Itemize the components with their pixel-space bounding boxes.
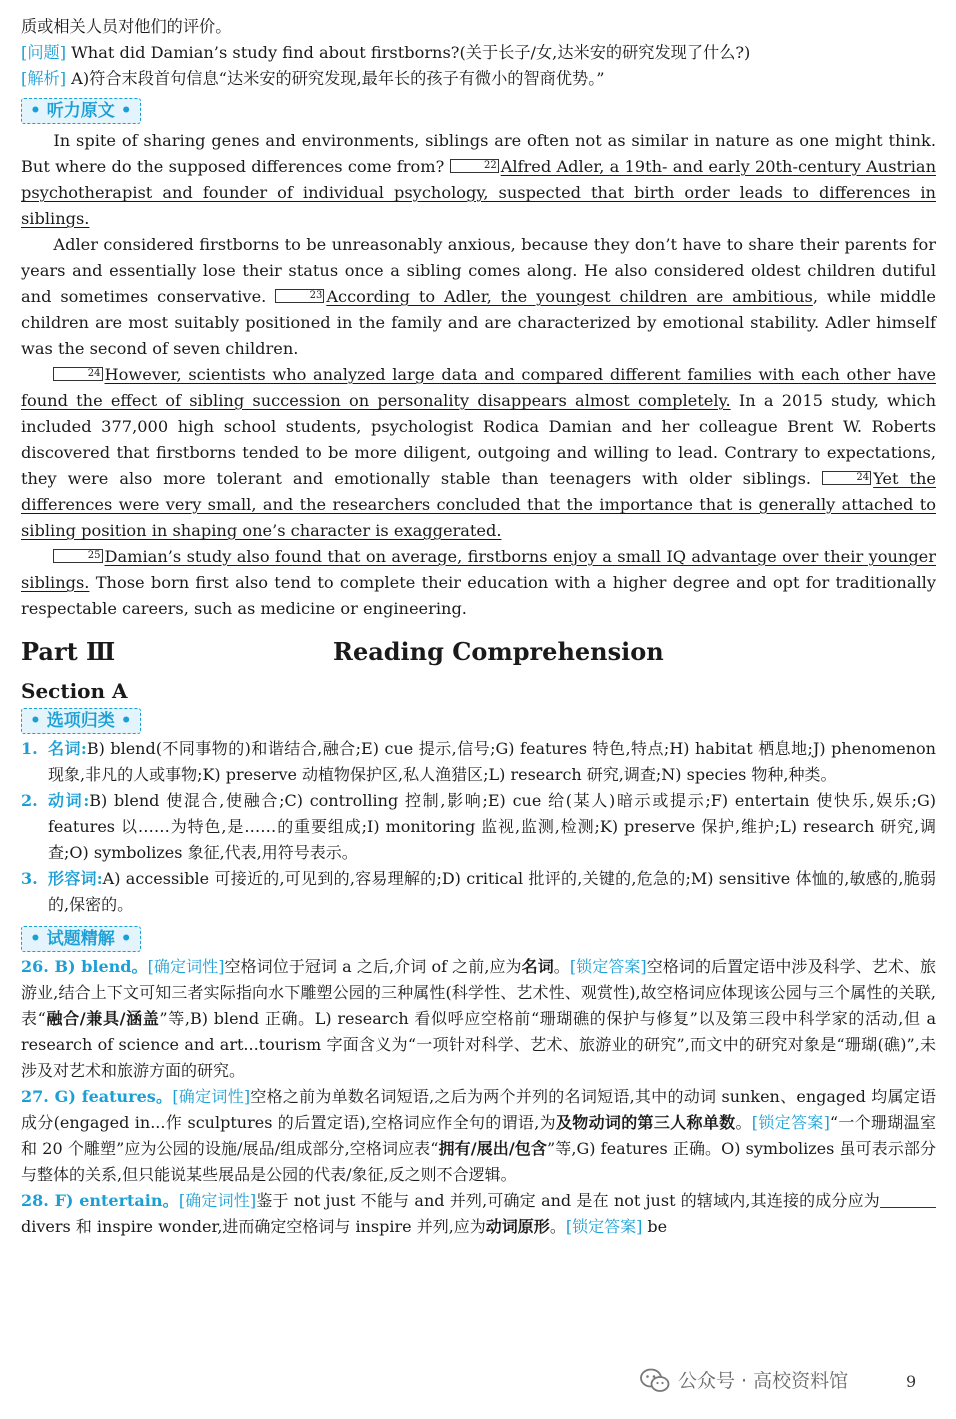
answer-text: be: [642, 1217, 668, 1236]
p4-underlined: Damian’s study also found that on average, firstborns enjoy a small IQ advantage over their younger siblings.: [21, 547, 936, 592]
watermark: [640, 1364, 940, 1398]
item-number: 1.: [21, 739, 38, 758]
item-text: B) blend 使混合,使融合;C) controlling 控制,影响;E) cue 给(某人)暗示或提示;F) entertain 使快乐,娱乐;G) features 以……为特色,是……的重要组成;I) monitoring 监视,监测,检测;K) preserve 保护,维护;L) research 研究,调查;O) symbolizes 象征,代表,用符号表示。: [48, 791, 936, 862]
answer-tag: [确定词性]: [172, 1087, 251, 1106]
classification-badge: • 选项归类 •: [21, 708, 141, 734]
item-label: 名词:: [48, 739, 87, 758]
answer-tag: [锁定答案]: [751, 1113, 830, 1132]
answer-text: divers 和 inspire wonder,进而确定空格词与 inspire 并列,应为: [21, 1217, 486, 1236]
p1-underlined: Alfred Adler, a 19th- and early 20th-century Austrian psychotherapist and founder of individual psychology, suspected that birth order leads to differences in siblings.: [21, 157, 936, 228]
question-number-marker: 24: [53, 367, 102, 381]
analysis-text: A)符合末段首句信息“达米安的研究发现,最年长的孩子有微小的智商优势。”: [66, 69, 605, 88]
answer-text: 鉴于 not just 不能与 and 并列,可确定 and 是在 not just 的辖域内,其连接的成分应为: [256, 1191, 880, 1210]
section-title: Section A: [21, 679, 128, 703]
answer-26: [21, 954, 936, 1084]
listening-paragraph-1: [21, 128, 936, 232]
intro-line: 质或相关人员对他们的评价。: [21, 17, 232, 36]
answer-bold: 融合/兼具/涵盖: [45, 1009, 160, 1028]
p4-text: Those born first also tend to complete their education with a higher degree and opt for traditionally respectable careers, such as medicine or engineering.: [21, 573, 936, 618]
answer-lead: 27. G) features。: [21, 1087, 173, 1106]
p3-underlined-2: Yet the differences were very small, and the researchers concluded that the importance that is generally attached to sibling position in shaping one’s character is exaggerated.: [21, 469, 936, 540]
answers-badge: • 试题精解 •: [21, 926, 141, 952]
analysis-line: [21, 66, 936, 92]
answer-bold: 及物动词的第三人称单数: [555, 1113, 736, 1132]
wechat-icon: [640, 1368, 670, 1394]
p3-text: In a 2015 study, which included 377,000 high school students, psychologist Rodica Damian and her colleague Brent W. Roberts discovered that firstborns tended to be more diligent, outgoing and willing to lead. Contrary to expectations, they were also more tolerant and emotionally stable than teenagers with older siblings.: [21, 391, 936, 488]
classification-item: [21, 788, 936, 866]
p1-text: In spite of sharing genes and environments, siblings are often not as similar in nature as one might think. But where do the supposed differences come from?: [21, 131, 936, 176]
answer-28: [21, 1188, 936, 1240]
part-heading: [21, 630, 936, 674]
answer-bold: 动词原形: [485, 1217, 550, 1236]
watermark-text: 公众号 · 高校资料馆: [678, 1370, 849, 1392]
p2-underlined: According to Adler, the youngest children are ambitious: [326, 287, 813, 306]
answer-text: “一个珊瑚温室和 20 个雕塑”应为公园的设施/展品/组成部分,空格词应表“: [21, 1113, 936, 1158]
listening-badge: • 听力原文 •: [21, 98, 141, 124]
answer-bold: 拥有/展出/包含: [438, 1139, 548, 1158]
question-line: [21, 40, 936, 66]
answer-27: [21, 1084, 936, 1188]
document-page: [21, 14, 936, 1240]
answer-text: 。: [549, 1217, 566, 1236]
item-text: A) accessible 可接近的,可见到的,容易理解的;D) critical 批评的,关键的,危急的;M) sensitive 体恤的,敏感的,脆弱的,保密的。: [48, 869, 936, 914]
answer-text: 空格词的后置定语中涉及科学、艺术、旅游业,结合上下文可知三者实际指向水下雕塑公园的三种属性(科学性、艺术性、观赏性),故空格词应体现该公园与三个属性的关联,表“: [21, 957, 936, 1028]
answer-lead: 26. B) blend。: [21, 957, 148, 976]
answer-text: 。: [553, 957, 570, 976]
p3-underlined: However, scientists who analyzed large data and compared different families with each other have found the effect of sibling succession on personality disappears almost completely.: [21, 365, 936, 410]
answer-tag: [确定词性]: [147, 957, 225, 976]
item-text: B) blend(不同事物的)和谐结合,融合;E) cue 提示,信号;G) features 特色,特点;H) habitat 栖息地;J) phenomenon 现象,非凡的人或事物;K) preserve 动植物保护区,私人渔猎区;L) research 研究,调查;N) species 物种,种类。: [48, 739, 936, 784]
item-number: 2.: [21, 791, 38, 810]
answer-bold: 名词: [521, 957, 554, 976]
listening-paragraph-3: [21, 362, 936, 544]
answer-tag: [锁定答案]: [569, 957, 647, 976]
listening-paragraph-4: [21, 544, 936, 622]
answer-tag: [锁定答案]: [565, 1217, 643, 1236]
classification-item: [21, 866, 936, 918]
listening-paragraph-2: [21, 232, 936, 362]
answer-text: 。: [735, 1113, 752, 1132]
item-number: 3.: [21, 869, 38, 888]
part-number: Part Ⅲ: [21, 637, 116, 666]
question-number-marker: 25: [53, 549, 102, 563]
answer-text: 空格之前为单数名词短语,之后为两个并列的名词短语,其中的动词 sunken、engaged 均属定语成分(engaged in...作 sculptures 的后置定语),空格词应作全句的谓语,为: [21, 1087, 936, 1132]
item-label: 动词:: [48, 791, 90, 810]
question-tag: [问题]: [21, 43, 67, 62]
answer-blank: [880, 1193, 936, 1208]
answer-text: 空格词位于冠词 a 之后,介词 of 之前,应为: [224, 957, 522, 976]
p2-text-end: , while middle children are most suitably positioned in the family and are characterized by emotional stability. Adler himself was the second of seven children.: [21, 287, 936, 358]
classification-item: [21, 736, 936, 788]
answer-text: ”等,B) blend 正确。L) research 看似呼应空格前“珊瑚礁的保护与修复”以及第三段中科学家的活动,但 a research of science and art...tourism 字面含义为“一项针对科学、艺术、旅游业的研究”,而文中的研究对象是“珊瑚(礁)”,未涉及对艺术和旅游方面的研究。: [21, 1009, 936, 1080]
answer-tag: [确定词性]: [178, 1191, 257, 1210]
question-number-marker: 24: [822, 471, 871, 485]
question-number-marker: 23: [275, 289, 324, 303]
item-label: 形容词:: [48, 869, 103, 888]
question-text: What did Damian’s study find about firstborns?(关于长子/女,达米安的研究发现了什么?): [66, 43, 751, 62]
analysis-tag: [解析]: [21, 69, 67, 88]
answer-lead: 28. F) entertain。: [21, 1191, 179, 1210]
question-number-marker: 22: [450, 159, 499, 173]
page-number: 9: [906, 1372, 917, 1391]
p2-text: Adler considered firstborns to be unreasonably anxious, because they don’t have to share their parents for years and essentially lose their status once a sibling comes along. He also considered oldest children dutiful and sometimes conservative.: [21, 235, 936, 306]
part-title: Reading Comprehension: [333, 637, 664, 666]
answer-text: ”等,G) features 正确。O) symbolizes 虽可表示部分与整体的关系,但只能说某些展品是公园的代表/象征,反之则不合逻辑。: [21, 1139, 936, 1184]
